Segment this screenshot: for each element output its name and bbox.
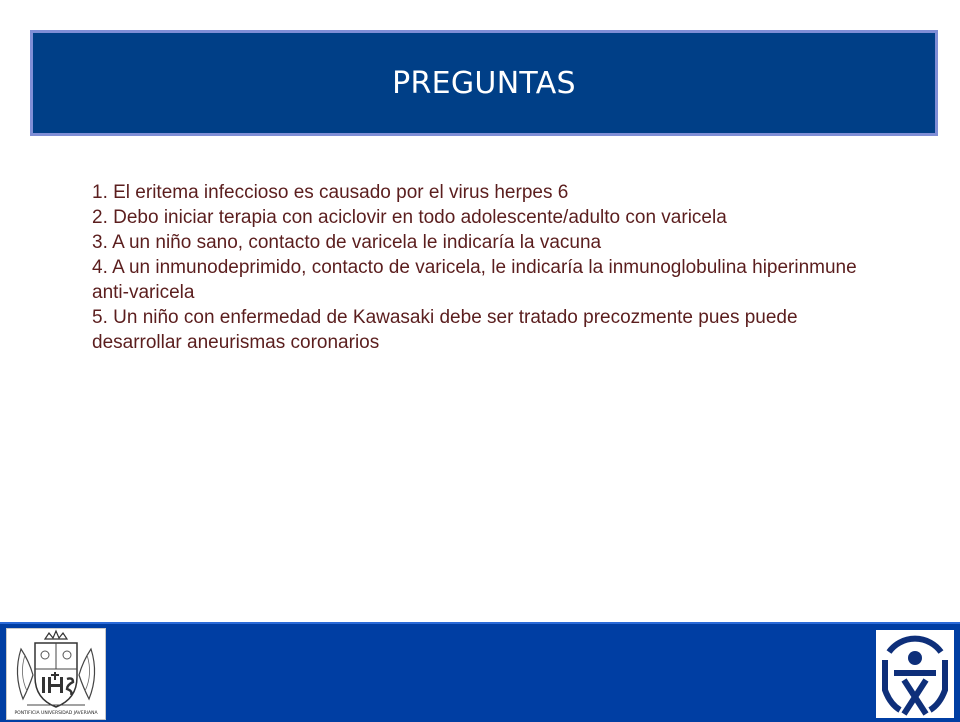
question-item: 5. Un niño con enfermedad de Kawasaki debe ser tratado precozmente pues puede desarrollar aneurismas coronarios	[92, 307, 798, 353]
question-item: 3. A un niño sano, contacto de varicela le indicaría la vacuna	[92, 232, 602, 253]
question-item: 2. Debo iniciar terapia con aciclovir en todo adolescente/adulto con varicela	[92, 207, 727, 228]
question-list	[92, 180, 872, 355]
question-item: 1. El eritema infeccioso es causado por el virus herpes 6	[92, 182, 569, 203]
question-item: 4. A un inmunodeprimido, contacto de varicela, le indicaría la inmunoglobulina hiperinmune anti-varicela	[92, 257, 857, 303]
footer-bar	[0, 622, 960, 722]
title-banner	[30, 30, 938, 136]
university-crest-icon	[6, 628, 106, 720]
slide-title: PREGUNTAS	[392, 65, 576, 101]
crest-caption: PONTIFICIA UNIVERSIDAD JAVERIANA	[14, 711, 98, 716]
circular-figure-logo-icon	[876, 630, 954, 718]
